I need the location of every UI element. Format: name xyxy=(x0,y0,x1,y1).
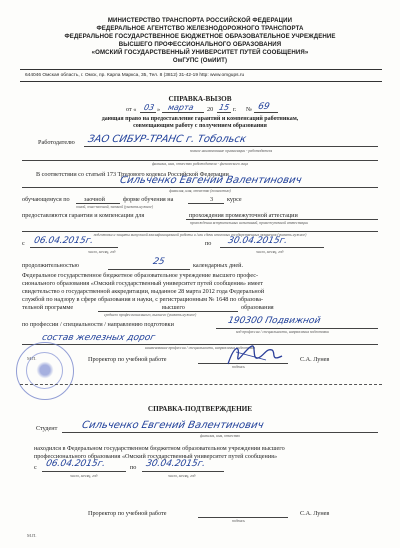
header-line-5: «ОМСКИЙ ГОСУДАРСТВЕННЫЙ УНИВЕРСИТЕТ ПУТЕЙ СООБЩЕНИЯ» xyxy=(91,49,309,56)
confirmation-from-label: с xyxy=(34,464,37,471)
confirmation-to-label: по xyxy=(130,464,137,471)
confirmation-to-date: 30.04.2015г. xyxy=(144,459,207,469)
specialty-value-2: состав железных дорог xyxy=(40,333,156,343)
employer-value: ЗАО СИБУР-ТРАНС г. Тобольск xyxy=(86,134,248,145)
eagle-emblem-icon xyxy=(36,361,54,381)
call-year-prefix: 20 xyxy=(207,106,214,113)
call-subtitle-2: совмещающим работу с получением образования xyxy=(133,123,267,129)
call-number: 69 xyxy=(256,102,271,112)
employer-caption: полное наименование организации - работодателя xyxy=(189,149,273,153)
confirmation-signature-caption: подпись xyxy=(232,519,245,523)
call-stamp-label: М.П. xyxy=(27,356,37,361)
confirmation-from-line xyxy=(42,471,126,472)
call-day: 03 xyxy=(143,103,156,112)
call-day-line xyxy=(140,112,156,113)
duration-value: 25 xyxy=(151,257,166,267)
accreditation-5: тельной программе xyxy=(22,304,74,311)
header-line-4: ВЫСШЕГО ПРОФЕССИОНАЛЬНОГО ОБРАЗОВАНИЯ xyxy=(118,41,282,48)
period-from-caption: число, месяц, год xyxy=(88,250,116,254)
period-from: 06.04.2015г. xyxy=(32,236,95,246)
specialty-caption: код профессии / специальности, направления подготовки xyxy=(236,330,329,334)
header-line-1: МИНИСТЕРСТВО ТРАНСПОРТА РОССИЙСКОЙ ФЕДЕРАЦИИ xyxy=(107,17,293,24)
call-subtitle-1: дающая право на предоставление гарантий и компенсаций работникам, xyxy=(101,116,299,122)
call-number-prefix: № xyxy=(246,106,252,113)
purpose-value: прохождения промежуточной аттестации xyxy=(189,212,298,219)
call-month-line xyxy=(162,112,204,113)
call-signature-caption: подпись xyxy=(232,365,245,369)
employer-label: Работодателю xyxy=(38,139,75,146)
header-rule-top xyxy=(20,69,382,70)
confirmation-from-caption: число, месяц, год xyxy=(70,474,98,478)
call-number-line xyxy=(254,112,278,113)
confirmation-signer-label: Проректор по учебной работе xyxy=(88,510,167,517)
confirmation-student-caption: фамилия, имя, отчество xyxy=(199,434,241,438)
call-title: СПРАВКА-ВЫЗОВ xyxy=(168,95,232,103)
confirmation-to-caption: число, месяц, год xyxy=(168,474,196,478)
student-name: Сильченко Евгений Валентинович xyxy=(118,175,303,186)
study-label-2: форме обучения на xyxy=(123,196,174,203)
specialty-value: 190300 Подвижной xyxy=(226,316,322,326)
period-to: 30.04.2015г. xyxy=(226,236,289,246)
confirmation-text-2: профессионального образования «Омский государственный университет путей сообщения» xyxy=(34,453,278,460)
guarantee-label: предоставляются гарантии и компенсации для xyxy=(22,212,145,219)
purpose-caption-2: подготовки и защиты выпускной квалификационной работы и /или сдачи итоговых государственных экзаменов (указать нужное) xyxy=(93,233,307,237)
confirmation-stamp-label: М.П. xyxy=(27,533,37,538)
duration-line xyxy=(108,269,190,270)
confirmation-student-label: Студент xyxy=(36,425,58,432)
section-divider xyxy=(20,384,382,385)
confirmation-signer-name: С.А. Лунев xyxy=(300,510,330,517)
header-line-3: ФЕДЕРАЛЬНОЕ ГОСУДАРСТВЕННОЕ БЮДЖЕТНОЕ ОБРАЗОВАТЕЛЬНОЕ УЧРЕЖДЕНИЕ xyxy=(64,33,336,40)
confirmation-title: СПРАВКА-ПОДТВЕРЖДЕНИЕ xyxy=(147,405,253,413)
student-caption: фамилия, имя, отчество (полностью) xyxy=(169,189,231,193)
study-label-1: обучающемуся по xyxy=(22,196,70,203)
course-label: курсе xyxy=(227,196,242,203)
header-line-2: ФЕДЕРАЛЬНОЕ АГЕНТСТВО ЖЕЛЕЗНОДОРОЖНОГО ТРАНСПОРТА xyxy=(96,25,304,32)
law-text: В соответствии со статьей 173 Трудового кодекса Российской Федерации xyxy=(36,171,229,178)
confirmation-from-date: 06.04.2015г. xyxy=(44,459,107,469)
specialty-label: по профессии / специальности / направлению подготовки xyxy=(22,321,174,328)
call-year: 15 xyxy=(218,103,231,112)
accreditation-1: Федеральное государственное бюджетное образовательное учреждение высшего профес- xyxy=(22,272,259,279)
confirmation-student-name: Сильченко Евгений Валентинович xyxy=(80,420,265,431)
call-signer-label: Проректор по учебной работе xyxy=(88,356,167,363)
duration-label: продолжительностью xyxy=(22,262,79,269)
course-line xyxy=(188,203,224,204)
call-date-prefix: от « xyxy=(126,106,137,113)
call-year-line xyxy=(217,112,231,113)
call-signer-name: С.А. Лунев xyxy=(300,356,330,363)
purpose-caption: прохождения вступительных испытаний, промежуточной аттестации xyxy=(190,221,309,225)
header-address: 644046 Омская область, г. Омск, пр. Карла Маркса, 35, Тел. 8 (3812) 31-42-19 http: www.omgups.ru xyxy=(25,73,245,78)
call-month: марта xyxy=(167,103,195,112)
program-caption: среднего профессионального, высшего (указать нужное) xyxy=(104,313,197,317)
study-form: заочной xyxy=(84,196,105,203)
accreditation-3: свидетельство о государственной аккредитации, выданное 28 марта 2012 года Федеральной xyxy=(22,288,265,295)
specialty-caption-2: наименование профессии / специальности, направления подготовки xyxy=(144,346,256,350)
official-stamp xyxy=(16,342,74,400)
call-quote: » xyxy=(157,106,161,113)
accreditation-2: сионального образования «Омский государственный университет путей сообщения» имеет xyxy=(22,280,263,287)
form-caption: очной, очно-заочной, заочной (указать нужное) xyxy=(76,205,154,209)
period-to-label: по xyxy=(205,240,212,247)
header-line-6: ОмГУПС (ОмИИТ) xyxy=(172,57,228,64)
program-level: высшего xyxy=(162,304,185,311)
call-year-tail: г. xyxy=(233,106,237,113)
employer-line xyxy=(84,146,378,147)
confirmation-to-line xyxy=(142,471,224,472)
program-suffix: образования xyxy=(241,304,274,311)
period-from-label: с xyxy=(22,240,25,247)
accreditation-4: службой по надзору в сфере образования и науки, с регистрационным № 1648 по образова- xyxy=(22,296,264,303)
header-rule-bottom xyxy=(20,81,382,82)
period-from-line xyxy=(30,247,118,248)
duration-unit: календарных дней. xyxy=(193,262,244,269)
period-to-line xyxy=(220,247,324,248)
confirmation-text-1: находился в Федеральном государственном бюджетном образовательном учреждении высшего xyxy=(34,445,285,452)
course-value: 3 xyxy=(210,196,214,203)
period-to-caption: число, месяц, год xyxy=(256,250,284,254)
employee-caption: фамилия, имя, отчество работодателя - физического лица xyxy=(151,162,249,166)
